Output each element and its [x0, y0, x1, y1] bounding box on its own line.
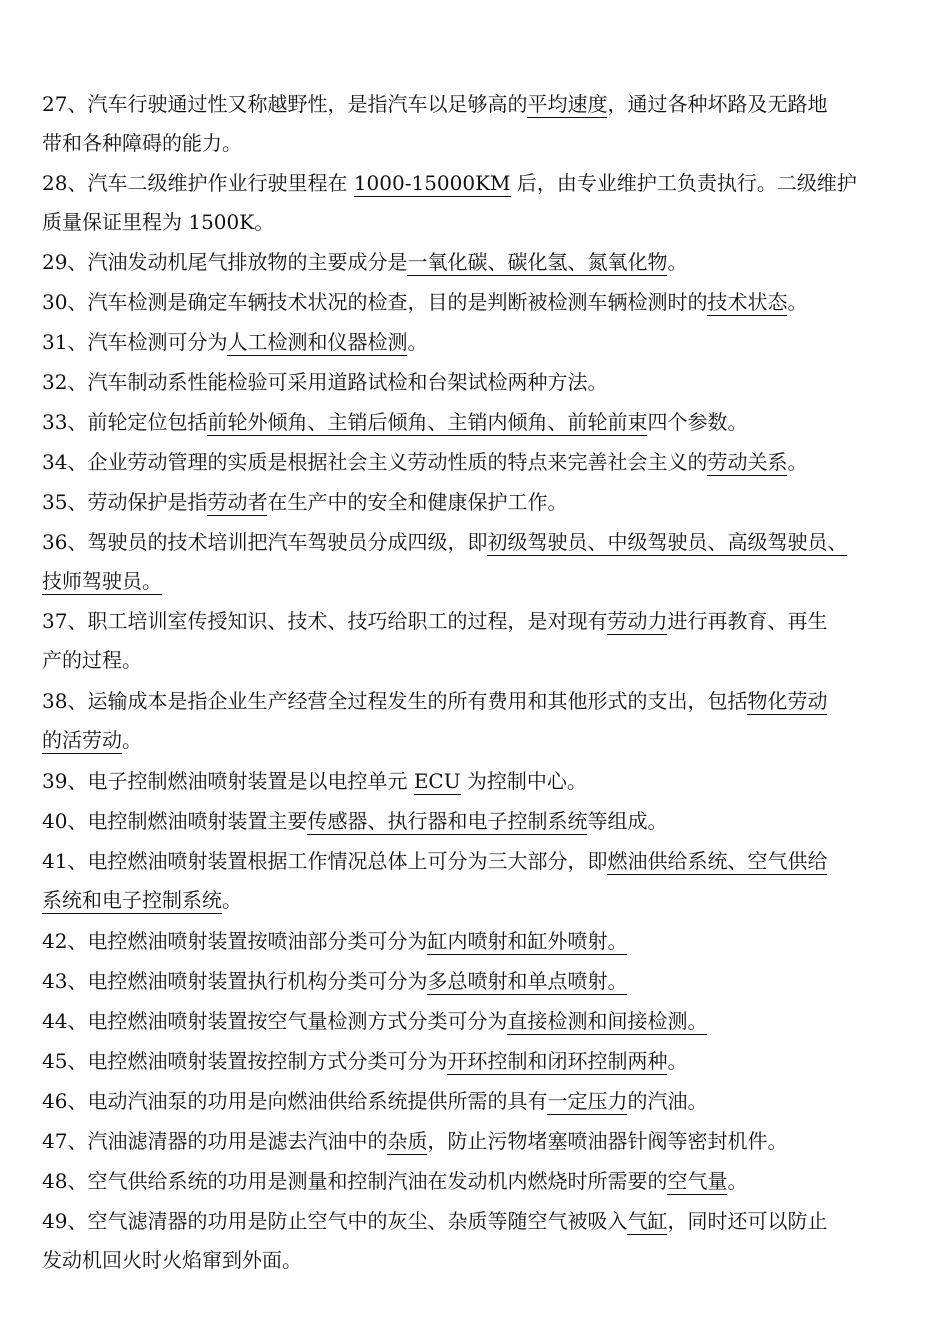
q28-text: 28、汽车二级维护作业行驶里程在	[42, 171, 354, 195]
q38-answer: 物化劳动	[747, 689, 828, 713]
q41-answer-line2: 系统和电子控制系统	[42, 888, 222, 912]
question-38	[42, 682, 922, 760]
q28-answer: 1000-15000KM	[353, 171, 511, 195]
q29-answer: 一氧化碳、碳化氢、氮氧化物	[407, 250, 668, 274]
q30-text-tail: 。	[787, 290, 808, 314]
question-46	[42, 1082, 922, 1121]
question-39	[42, 762, 922, 801]
q46-answer: 一定压力	[547, 1089, 628, 1113]
question-34	[42, 443, 922, 482]
q46-text: 46、电动汽油泵的功用是向燃油供给系统提供所需的具有	[42, 1089, 548, 1113]
q47-text-tail: ，防止污物堵塞喷油器针阀等密封机件。	[427, 1129, 788, 1153]
q41-line2-tail: 。	[222, 888, 242, 912]
q41-answer: 燃油供给系统、空气供给	[607, 849, 828, 873]
q37-line2: 产的过程。	[42, 648, 142, 672]
q45-answer: 开环控制和闭环控制两种	[447, 1049, 668, 1073]
q43-answer: 多总喷射和单点喷射。	[427, 969, 628, 993]
q31-text-tail: 。	[407, 330, 428, 354]
q27-line2: 带和各种障碍的能力。	[42, 131, 242, 155]
question-33	[42, 403, 922, 442]
q38-line2-tail: 。	[122, 728, 142, 752]
q45-text: 45、电控燃油喷射装置按控制方式分类可分为	[42, 1049, 448, 1073]
question-27	[42, 85, 922, 163]
question-42	[42, 922, 922, 961]
question-41	[42, 842, 922, 920]
q33-text-tail: 四个参数。	[647, 410, 748, 434]
q38-answer-line2: 的活劳动	[42, 728, 122, 752]
q39-text-tail: 为控制中心。	[460, 769, 587, 793]
question-40	[42, 802, 922, 841]
q44-answer: 直接检测和间接检测。	[507, 1009, 708, 1033]
q29-text-tail: 。	[667, 250, 688, 274]
q40-text: 40、电控制燃油喷射装置主要	[42, 809, 308, 833]
q42-answer: 缸内喷射和缸外喷射。	[427, 929, 628, 953]
q37-text-tail: 进行再教育、再生	[667, 609, 828, 633]
question-32	[42, 363, 922, 402]
q30-answer: 技术状态	[707, 290, 788, 314]
q48-answer: 空气量	[667, 1169, 728, 1193]
q49-text: 49、空气滤清器的功用是防止空气中的灰尘、杂质等随空气被吸入	[42, 1209, 628, 1233]
q42-text: 42、电控燃油喷射装置按喷油部分类可分为	[42, 929, 428, 953]
q35-text: 35、劳动保护是指	[42, 490, 208, 514]
q37-text: 37、职工培训室传授知识、技术、技巧给职工的过程，是对现有	[42, 609, 608, 633]
question-45	[42, 1042, 922, 1081]
q44-text: 44、电控燃油喷射装置按空气量检测方式分类可分为	[42, 1009, 508, 1033]
q35-text-tail: 在生产中的安全和健康保护工作。	[267, 490, 568, 514]
question-43	[42, 962, 922, 1001]
q48-text-tail: 。	[727, 1169, 748, 1193]
q33-answer: 前轮外倾角、主销后倾角、主销内倾角、前轮前束	[207, 410, 648, 434]
q35-answer: 劳动者	[207, 490, 268, 514]
q32-text: 32、汽车制动系性能检验可采用道路试检和台架试检两种方法。	[42, 370, 608, 394]
q36-answer: 初级驾驶员、中级驾驶员、高级驾驶员、	[487, 530, 848, 554]
q36-answer-line2: 技师驾驶员。	[42, 569, 162, 593]
q36-text: 36、驾驶员的技术培训把汽车驾驶员分成四级，即	[42, 530, 488, 554]
question-35	[42, 483, 922, 522]
q27-answer: 平均速度	[527, 92, 608, 116]
q41-text: 41、电控燃油喷射装置根据工作情况总体上可分为三大部分，即	[42, 849, 608, 873]
question-30	[42, 283, 922, 322]
q28-line2: 质量保证里程为 1500K。	[42, 210, 275, 234]
q27-text: 27、汽车行驶通过性又称越野性，是指汽车以足够高的	[42, 92, 528, 116]
q43-text: 43、电控燃油喷射装置执行机构分类可分为	[42, 969, 428, 993]
question-29	[42, 243, 922, 282]
q38-text: 38、运输成本是指企业生产经营全过程发生的所有费用和其他形式的支出，包括	[42, 689, 748, 713]
question-49	[42, 1202, 922, 1280]
question-48	[42, 1162, 922, 1201]
q47-text: 47、汽油滤清器的功用是滤去汽油中的	[42, 1129, 388, 1153]
q40-text-tail: 等组成。	[587, 809, 668, 833]
q30-text: 30、汽车检测是确定车辆技术状况的检查，目的是判断被检测车辆检测时的	[42, 290, 708, 314]
q45-text-tail: 。	[667, 1049, 688, 1073]
question-37	[42, 602, 922, 680]
q28-text-tail: 后，由专业维护工负责执行。二级维护	[510, 171, 857, 195]
question-47	[42, 1122, 922, 1161]
q27-text-tail: ，通过各种坏路及无路地	[607, 92, 828, 116]
q49-text-tail: ，同时还可以防止	[667, 1209, 828, 1233]
q46-text-tail: 的汽油。	[627, 1089, 708, 1113]
question-36	[42, 523, 922, 601]
question-31	[42, 323, 922, 362]
q34-text-tail: 。	[787, 450, 808, 474]
q31-answer: 人工检测和仪器检测	[227, 330, 408, 354]
q49-line2: 发动机回火时火焰窜到外面。	[42, 1248, 302, 1272]
q34-answer: 劳动关系	[707, 450, 788, 474]
question-28	[42, 164, 922, 242]
q29-text: 29、汽油发动机尾气排放物的主要成分是	[42, 250, 408, 274]
q49-answer: 气缸	[627, 1209, 668, 1233]
q48-text: 48、空气供给系统的功用是测量和控制汽油在发动机内燃烧时所需要的	[42, 1169, 668, 1193]
q39-text: 39、电子控制燃油喷射装置是以电控单元	[42, 769, 414, 793]
q47-answer: 杂质	[387, 1129, 428, 1153]
q40-answer: 传感器、执行器和电子控制系统	[307, 809, 588, 833]
q39-answer: ECU	[413, 769, 461, 793]
q33-text: 33、前轮定位包括	[42, 410, 208, 434]
q34-text: 34、企业劳动管理的实质是根据社会主义劳动性质的特点来完善社会主义的	[42, 450, 708, 474]
q31-text: 31、汽车检测可分为	[42, 330, 228, 354]
question-44	[42, 1002, 922, 1041]
q37-answer: 劳动力	[607, 609, 668, 633]
